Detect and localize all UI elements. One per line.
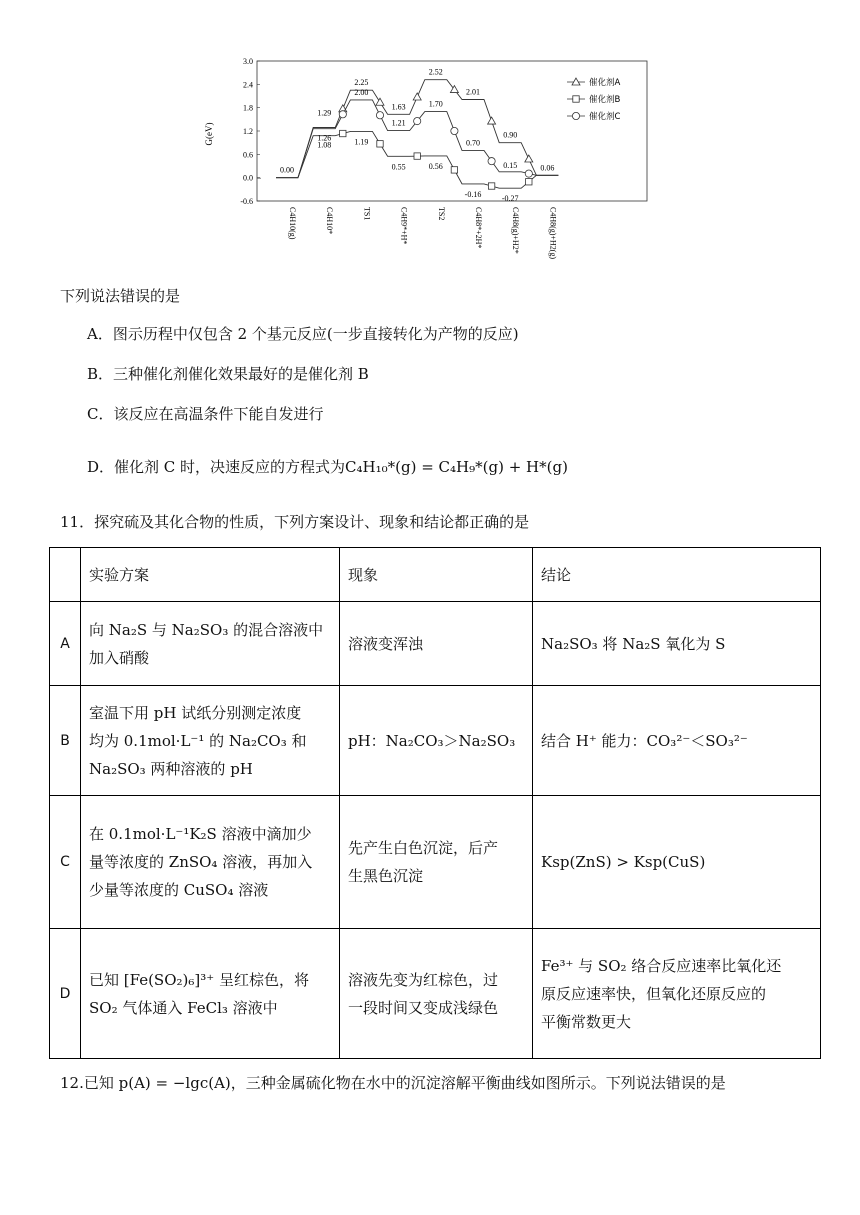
q10-option-d [87, 457, 568, 477]
square-marker [488, 183, 494, 189]
legend-circle-marker [572, 112, 579, 119]
square-marker [340, 130, 346, 136]
x-tick-label: C4H10(g) [288, 207, 297, 240]
y-axis-label: G(eV) [204, 122, 214, 146]
data-label: -0.27 [501, 194, 519, 204]
data-label: 1.26 [317, 133, 332, 143]
square-marker [414, 153, 420, 159]
data-label: 0.06 [540, 163, 555, 173]
data-label: 2.00 [354, 87, 369, 97]
x-tick-label: C4H8*+2H* [474, 207, 483, 249]
table-row [50, 686, 821, 796]
q11-stem: 11．探究硫及其化合物的性质，下列方案设计、现象和结论都正确的是 [60, 513, 530, 531]
row-conclusion: Fe³⁺ 与 SO₂ 络合反应速率比氧化还 原反应速率快，但氧化还原反应的 平衡常数更大 [533, 929, 821, 1059]
y-tick-label: 0.6 [243, 150, 253, 160]
q10-stem: 下列说法错误的是 [60, 287, 181, 305]
table-header-conclusion: 结论 [533, 548, 821, 602]
y-tick-label: -0.6 [240, 197, 253, 206]
data-label: 1.70 [428, 99, 443, 109]
data-label: 0.90 [503, 130, 518, 140]
data-label: 0.56 [428, 161, 443, 171]
row-phenomenon: pH：Na₂CO₃＞Na₂SO₃ [340, 686, 533, 796]
row-conclusion: Ksp(ZnS) > Ksp(CuS) [533, 796, 821, 929]
y-tick-label: 0.0 [243, 173, 253, 183]
triangle-marker [376, 98, 384, 105]
row-label: A [50, 602, 81, 686]
legend-entry: 催化剂B [589, 95, 621, 105]
y-tick-label: 1.2 [243, 127, 253, 136]
q12-stem: 12.已知 p(A) = −lgc(A)，三种金属硫化物在水中的沉淀溶解平衡曲线如图所示。下列说法错误的是 [60, 1074, 726, 1092]
y-tick-label: 2.4 [243, 80, 253, 90]
x-tick-label: C4H8(g)+H2(g) [548, 207, 558, 260]
row-label: B [50, 686, 81, 796]
table-row [50, 796, 821, 929]
q10-option-d-text: D．催化剂 C 时，决速反应的方程式为 [87, 458, 346, 476]
circle-marker [339, 111, 346, 118]
x-tick-label: C4H9*+H* [399, 207, 409, 245]
row-phenomenon: 溶液先变为红棕色，过 一段时间又变成浅绿色 [340, 929, 533, 1059]
experiment-table [49, 547, 821, 1059]
data-label: 2.25 [354, 78, 369, 88]
data-label: 0.55 [391, 162, 406, 172]
row-conclusion: Na₂SO₃ 将 Na₂S 氧化为 S [533, 602, 821, 686]
x-tick-label: TS1 [362, 207, 372, 221]
y-tick-label: 1.8 [243, 103, 253, 113]
triangle-marker [525, 155, 533, 162]
data-label: 0.00 [280, 165, 294, 175]
data-label: 1.19 [354, 137, 369, 147]
circle-marker [488, 158, 495, 165]
data-label: 1.08 [317, 140, 332, 150]
data-label: 2.01 [466, 87, 480, 97]
legend-entry: 催化剂A [589, 78, 621, 88]
circle-marker [451, 127, 458, 134]
table-header-row [50, 548, 821, 602]
triangle-marker [488, 117, 496, 124]
row-plan: 在 0.1mol·L⁻¹K₂S 溶液中滴加少 量等浓度的 ZnSO₄ 溶液，再加入 少量等浓度的 CuSO₄ 溶液 [81, 796, 340, 929]
table-row [50, 929, 821, 1059]
row-phenomenon: 先产生白色沉淀，后产 生黑色沉淀 [340, 796, 533, 929]
circle-marker [525, 170, 532, 177]
square-marker [377, 141, 383, 147]
q10-option-a: A．图示历程中仅包含 2 个基元反应(一步直接转化为产物的反应) [87, 325, 519, 343]
data-label: 2.52 [428, 67, 443, 77]
x-tick-label: TS2 [436, 207, 446, 221]
legend-square-marker [573, 96, 579, 102]
row-label: C [50, 796, 81, 929]
table-header-phenomenon: 现象 [340, 548, 533, 602]
circle-marker [414, 117, 421, 124]
legend-triangle-marker [572, 78, 580, 85]
legend-entry: 催化剂C [589, 112, 621, 122]
row-plan: 已知 [Fe(SO₂)₆]³⁺ 呈红棕色，将 SO₂ 气体通入 FeCl₃ 溶液中 [81, 929, 340, 1059]
energy-profile-chart [195, 52, 665, 280]
square-marker [451, 167, 457, 173]
data-label: 0.15 [503, 160, 518, 170]
table-header-blank [50, 548, 81, 602]
data-label: 1.63 [391, 102, 406, 112]
row-label: D [50, 929, 81, 1059]
q10-option-c: C．该反应在高温条件下能自发进行 [87, 405, 324, 423]
x-tick-label: C4H10* [325, 207, 335, 235]
data-label: 1.21 [391, 118, 406, 128]
triangle-marker [413, 93, 421, 100]
data-label: 1.29 [317, 108, 332, 118]
square-marker [526, 179, 532, 185]
row-plan: 向 Na₂S 与 Na₂SO₃ 的混合溶液中 加入硝酸 [81, 602, 340, 686]
row-phenomenon: 溶液变浑浊 [340, 602, 533, 686]
data-label: -0.16 [464, 189, 482, 199]
table-row [50, 602, 821, 686]
q10-option-d-equation: C₄H₁₀*(g) = C₄H₉*(g) + H*(g) [345, 458, 568, 476]
data-label: 0.70 [466, 138, 480, 148]
y-tick-label: 3.0 [243, 57, 253, 66]
circle-marker [376, 112, 383, 119]
table-header-plan: 实验方案 [81, 548, 340, 602]
row-plan: 室温下用 pH 试纸分别测定浓度 均为 0.1mol·L⁻¹ 的 Na₂CO₃ 和 Na₂SO₃ 两种溶液的 pH [81, 686, 340, 796]
q10-option-b: B．三种催化剂催化效果最好的是催化剂 B [87, 365, 369, 383]
x-tick-label: C4H8(g)+H2* [511, 207, 521, 254]
row-conclusion: 结合 H⁺ 能力：CO₃²⁻＜SO₃²⁻ [533, 686, 821, 796]
